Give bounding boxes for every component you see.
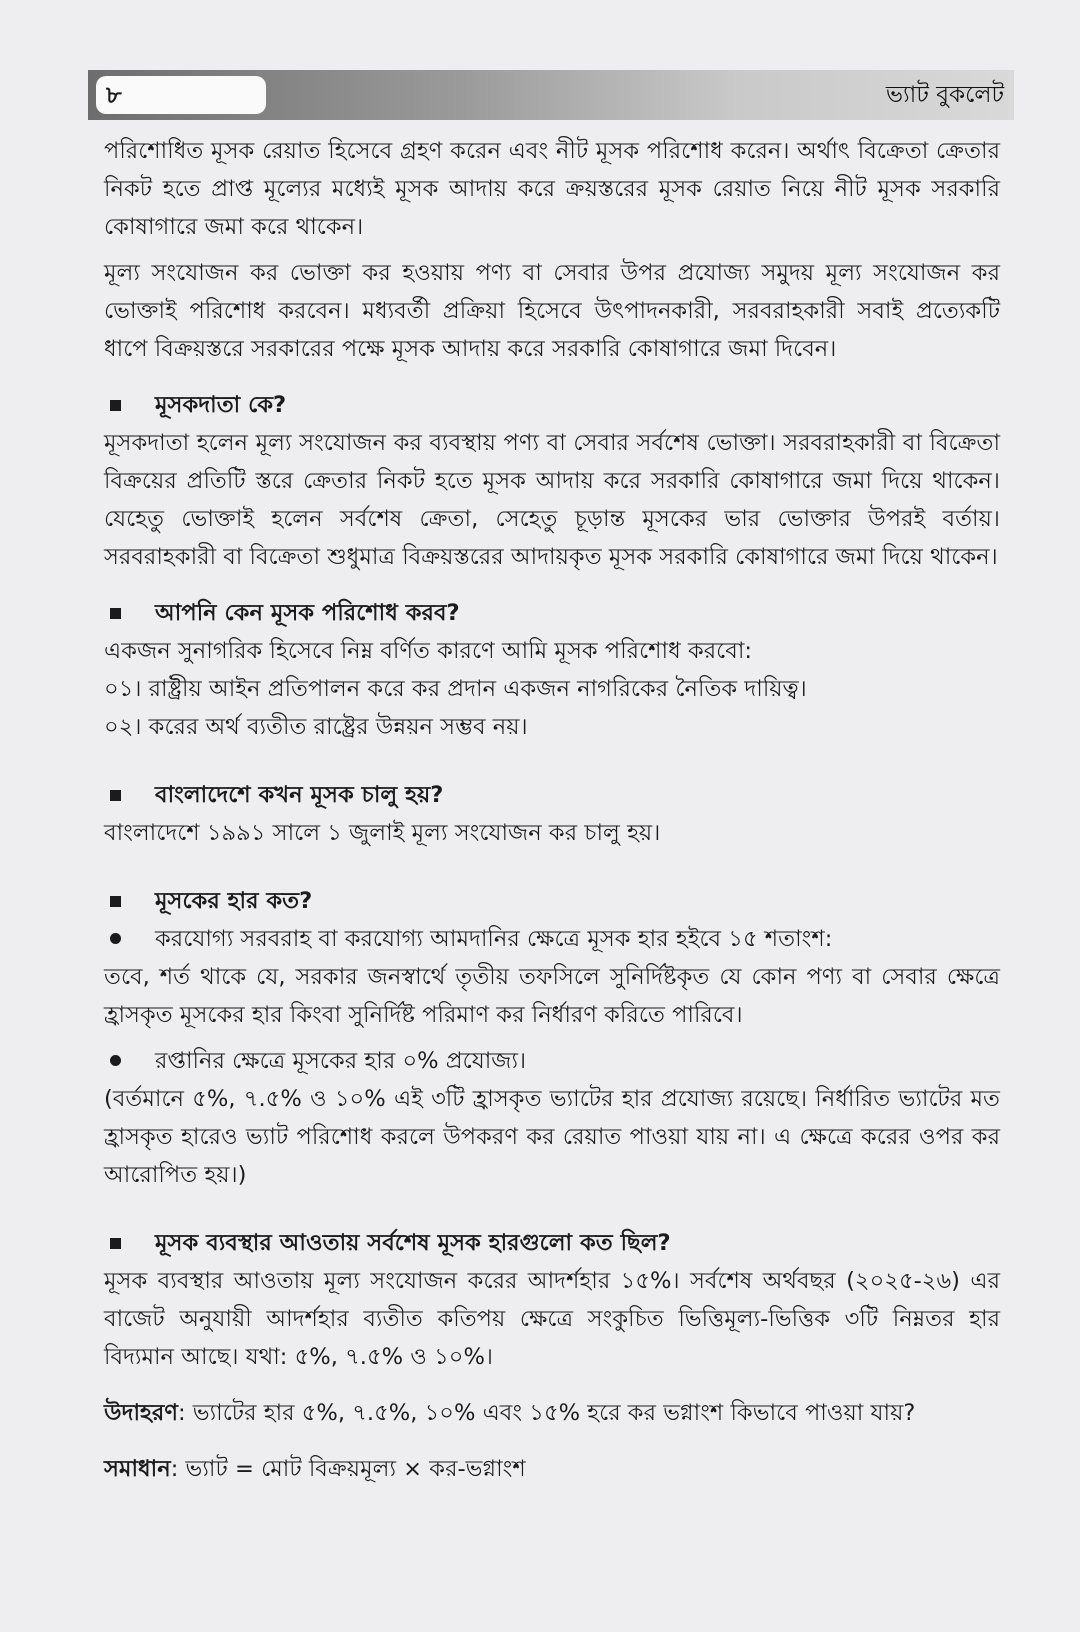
square-bullet-icon [110, 1238, 121, 1249]
square-bullet-icon [110, 896, 121, 907]
running-title: ভ্যাট বুকলেট [885, 82, 1004, 108]
heading-text: বাংলাদেশে কখন মূসক চালু হয়? [155, 782, 444, 808]
paragraph-latest-rates: মূসক ব্যবস্থার আওতায় মূল্য সংযোজন করের আদর্শহার ১৫%। সর্বশেষ অর্থবছর (২০২৫-২৬) এর বাজেট অনুযায়ী আদর্শহার ব্যতীত কতিপয় ক্ষেত্রে সংকুচিত ভিত্তিমূল্য-ভিত্তিক ৩টি নিম্নতর হার বিদ্যমান আছে। যথা: ৫%, ৭.৫% ও ১০%। [104, 1268, 1000, 1370]
dot-bullet-icon [110, 1055, 121, 1066]
square-bullet-icon [110, 790, 121, 801]
paragraph-when-introduced: বাংলাদেশে ১৯৯১ সালে ১ জুলাই মূল্য সংযোজন কর চালু হয়। [104, 820, 661, 846]
paragraph-reduced-rate-proviso: তবে, শর্ত থাকে যে, সরকার জনস্বার্থে তৃতীয় তফসিলে সুনির্দিষ্টকৃত যে কোন পণ্য বা সেবার ক্ষেত্রে হ্রাসকৃত মূসকের হার কিংবা সুনির্দিষ্ট পরিমাণ কর নির্ধারণ করিতে পারিবে। [104, 964, 1000, 1028]
page-header [88, 70, 1014, 120]
paragraph-who-pays: মূসকদাতা হলেন মূল্য সংযোজন কর ব্যবস্থায় পণ্য বা সেবার সর্বশেষ ভোক্তা। সরবরাহকারী বা বিক্রেতা বিক্রয়ের প্রতিটি স্তরে ক্রেতার নিকট হতে মূসক আদায় করে সরকারি কোষাগারে জমা দিয়ে থাকেন। যেহেতু ভোক্তাই হলেন সর্বশেষ ক্রেতা, সেহেতু চূড়ান্ত মূসকের ভার ভোক্তার উপরই বর্তায়। সরবরাহকারী বা বিক্রেতা শুধুমাত্র বিক্রয়স্তরের আদায়কৃত মূসক সরকারি কোষাগারে জমা দিয়ে থাকেন। [104, 430, 1000, 570]
paragraph-example [104, 1394, 1000, 1432]
list-item-reason-2: ০২। করের অর্থ ব্যতীত রাষ্ট্রের উন্নয়ন সম্ভব নয়। [104, 714, 528, 740]
heading-vat-rate [104, 882, 1000, 920]
solution-text: : ভ্যাট = মোট বিক্রয়মূল্য × কর-ভগ্নাংশ [170, 1456, 526, 1482]
heading-text: মূসক ব্যবস্থার আওতায় সর্বশেষ মূসক হারগুলো কত ছিল? [155, 1230, 671, 1256]
paragraph-consumer-tax: মূল্য সংযোজন কর ভোক্তা কর হওয়ায় পণ্য বা সেবার উপর প্রযোজ্য সমুদয় মূল্য সংযোজন কর ভোক্তাই পরিশোধ করবেন। মধ্যবর্তী প্রক্রিয়া হিসেবে উৎপাদনকারী, সরবরাহকারী সবাই প্রত্যেকটি ধাপে বিক্রয়স্তরে সরকারের পক্ষে মূসক আদায় করে সরকারি কোষাগারে জমা দিবেন। [104, 260, 1000, 362]
paragraph-reduced-rates-note: (বর্তমানে ৫%, ৭.৫% ও ১০% এই ৩টি হ্রাসকৃত ভ্যাটের হার প্রযোজ্য রয়েছে। নির্ধারিত ভ্যাটের মত হ্রাসকৃত হারেও ভ্যাট পরিশোধ করলে উপকরণ কর রেয়াত পাওয়া যায় না। এ ক্ষেত্রে করের ওপর কর আরোপিত হয়।) [104, 1086, 1000, 1188]
list-item-reason-1: ০১। রাষ্ট্রীয় আইন প্রতিপালন করে কর প্রদান একজন নাগরিকের নৈতিক দায়িত্ব। [104, 676, 807, 702]
example-label: উদাহরণ [104, 1400, 178, 1426]
heading-latest-rates [104, 1224, 1000, 1262]
dot-bullet-icon [110, 933, 121, 944]
heading-why-pay [104, 594, 1000, 632]
heading-text: মূসকদাতা কে? [155, 392, 287, 418]
page-number: ৮ [96, 76, 266, 114]
bullet-export-rate: রপ্তানির ক্ষেত্রে মূসকের হার ০% প্রযোজ্য। [104, 1042, 1000, 1080]
paragraph-input-credit: পরিশোধিত মূসক রেয়াত হিসেবে গ্রহণ করেন এবং নীট মূসক পরিশোধ করেন। অর্থাৎ বিক্রেতা ক্রেতার নিকট হতে প্রাপ্ত মূল্যের মধ্যেই মূসক আদায় করে ক্রয়স্তরের মূসক রেয়াত নিয়ে নীট মূসক সরকারি কোষাগারে জমা করে থাকেন। [104, 138, 1000, 240]
heading-text: মূসকের হার কত? [155, 888, 313, 914]
paragraph-solution [104, 1450, 1000, 1488]
example-text: : ভ্যাটের হার ৫%, ৭.৫%, ১০% এবং ১৫% হরে কর ভগ্নাংশ কিভাবে পাওয়া যায়? [177, 1400, 916, 1426]
heading-who-pays [104, 386, 1000, 424]
heading-when-introduced [104, 776, 1000, 814]
solution-label: সমাধান [104, 1456, 171, 1482]
paragraph-why-pay-intro: একজন সুনাগরিক হিসেবে নিম্ন বর্ণিত কারণে আমি মূসক পরিশোধ করবো: [104, 638, 752, 664]
square-bullet-icon [110, 400, 121, 411]
bullet-standard-rate: করযোগ্য সরবরাহ বা করযোগ্য আমদানির ক্ষেত্রে মূসক হার হইবে ১৫ শতাংশ: [104, 920, 1000, 958]
square-bullet-icon [110, 608, 121, 619]
heading-text: আপনি কেন মূসক পরিশোধ করব? [155, 600, 460, 626]
page-body [104, 132, 1000, 1488]
